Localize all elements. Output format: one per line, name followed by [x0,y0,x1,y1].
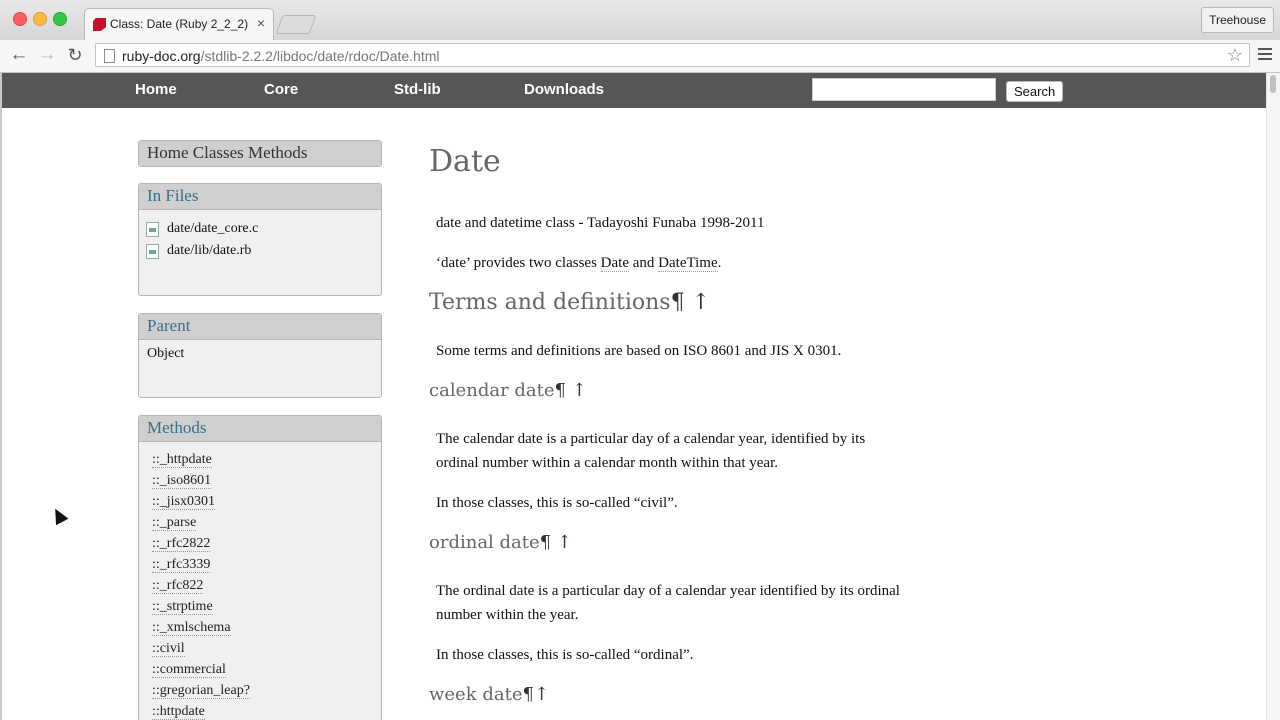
search-input[interactable] [812,78,996,101]
sidebar-nav-panel [138,140,382,167]
parent-panel [138,313,382,398]
in-files-panel [138,183,382,296]
intro-text: date and datetime class - Tadayoshi Funaba 1998-2011 [436,215,765,231]
terms-text: Some terms and definitions are based on ISO 8601 and JIS X 0301. [436,343,842,359]
method-link[interactable]: ::httpdate [152,704,205,719]
browser-toolbar [0,40,1280,73]
method-link[interactable]: ::_jisx0301 [152,494,216,509]
nav-downloads-link[interactable]: Downloads [524,81,605,98]
method-link[interactable]: ::gregorian_leap? [152,683,250,698]
sidebar-classes-link[interactable]: Classes [192,143,244,162]
forward-arrow-icon[interactable]: → [37,44,57,65]
parent-heading: Parent [139,314,381,340]
nav-stdlib-link[interactable]: Std-lib [394,81,441,98]
calendar-text-line-1: The calendar date is a particular day of a calendar year, identified by its [436,431,866,447]
file-link-date-core[interactable] [139,218,381,240]
search-button[interactable]: Search [1006,81,1063,102]
vertical-scrollbar[interactable] [1266,73,1280,720]
method-link[interactable]: ::_rfc2822 [152,536,211,551]
ordinal-text-line-1: The ordinal date is a particular day of a calendar year identified by its ordinal [436,583,900,599]
file-name: date/date_core.c [167,221,259,236]
pilcrow-link[interactable]: ¶ [670,290,685,315]
chrome-menu-icon[interactable] [1258,45,1272,63]
parent-class: Object [147,346,185,361]
close-window-button[interactable] [13,12,27,26]
ordinal-text-line-2: number within the year. [436,607,579,623]
nav-core-link[interactable]: Core [264,81,299,98]
in-files-heading: In Files [139,184,381,210]
browser-titlebar [0,0,1280,40]
file-name: date/lib/date.rb [167,243,252,258]
methods-panel [138,415,382,720]
url-path: /stdlib-2.2.2/libdoc/date/rdoc/Date.html [200,48,440,64]
provides-text: ‘date’ provides two classes Date and DateTime. [436,255,722,271]
up-arrow-link[interactable]: ↑ [556,532,572,553]
site-navigation-bar [2,73,1267,108]
minimize-window-button[interactable] [33,12,47,26]
date-class-link[interactable]: Date [600,255,629,271]
nav-home-link[interactable]: Home [135,81,177,98]
address-bar[interactable] [95,43,1250,67]
bookmark-star-icon[interactable]: ☆ [1226,45,1243,65]
sidebar-nav-links [139,141,381,166]
up-arrow-link[interactable]: ↑ [691,290,711,315]
up-arrow-link[interactable]: ↑ [533,684,550,705]
pilcrow-link[interactable]: ¶ [522,684,534,705]
profile-button[interactable]: Treehouse [1201,7,1274,33]
file-link-date-rb[interactable] [139,240,381,262]
methods-heading: Methods [139,416,381,442]
method-link[interactable]: ::_rfc3339 [152,557,211,572]
method-link[interactable]: ::_iso8601 [152,473,212,488]
sidebar-methods-link[interactable]: Methods [248,143,308,162]
up-arrow-link[interactable]: ↑ [571,380,587,401]
page-viewport [0,73,1267,720]
method-link[interactable]: ::civil [152,641,185,656]
calendar-civil-text: In those classes, this is so-called “civil”. [436,495,678,511]
sidebar-home-link[interactable]: Home [147,143,189,162]
method-link[interactable]: ::_httpdate [152,452,212,467]
maximize-window-button[interactable] [53,12,67,26]
pilcrow-link[interactable]: ¶ [554,380,566,401]
method-link[interactable]: ::_parse [152,515,197,530]
method-link[interactable]: ::commercial [152,662,226,677]
pilcrow-link[interactable]: ¶ [539,532,552,553]
left-border [0,73,2,720]
method-link[interactable]: ::_strptime [152,599,213,614]
url-host: ruby-doc.org [122,48,201,64]
file-icon [146,222,159,237]
ordinal-date-heading: ordinal date¶ ↑ [429,532,572,553]
calendar-date-heading: calendar date¶ ↑ [429,380,587,401]
datetime-class-link[interactable]: DateTime [658,255,718,271]
page-icon [104,49,115,63]
terms-heading: Terms and definitions¶ ↑ [429,290,711,315]
method-link[interactable]: ::_rfc822 [152,578,204,593]
new-tab-button[interactable] [276,15,317,34]
back-arrow-icon[interactable]: ← [9,44,29,65]
file-icon [146,244,159,259]
week-date-heading: week date¶↑ [429,684,550,705]
scrollbar-thumb[interactable] [1270,75,1276,93]
tab-close-icon[interactable]: × [256,15,265,31]
mouse-cursor-icon [49,505,68,525]
ordinal-civil-text: In those classes, this is so-called “ordinal”. [436,647,694,663]
method-link[interactable]: ::_xmlschema [152,620,231,635]
browser-tab-active[interactable] [84,8,274,40]
calendar-text-line-2: ordinal number within a calendar month within that year. [436,455,778,471]
tab-title: Class: Date (Ruby 2_2_2) [110,17,249,31]
url-text[interactable] [122,48,440,64]
reload-icon[interactable]: ↻ [67,45,83,65]
ruby-favicon-icon [93,18,106,31]
page-title: Date [429,144,501,179]
